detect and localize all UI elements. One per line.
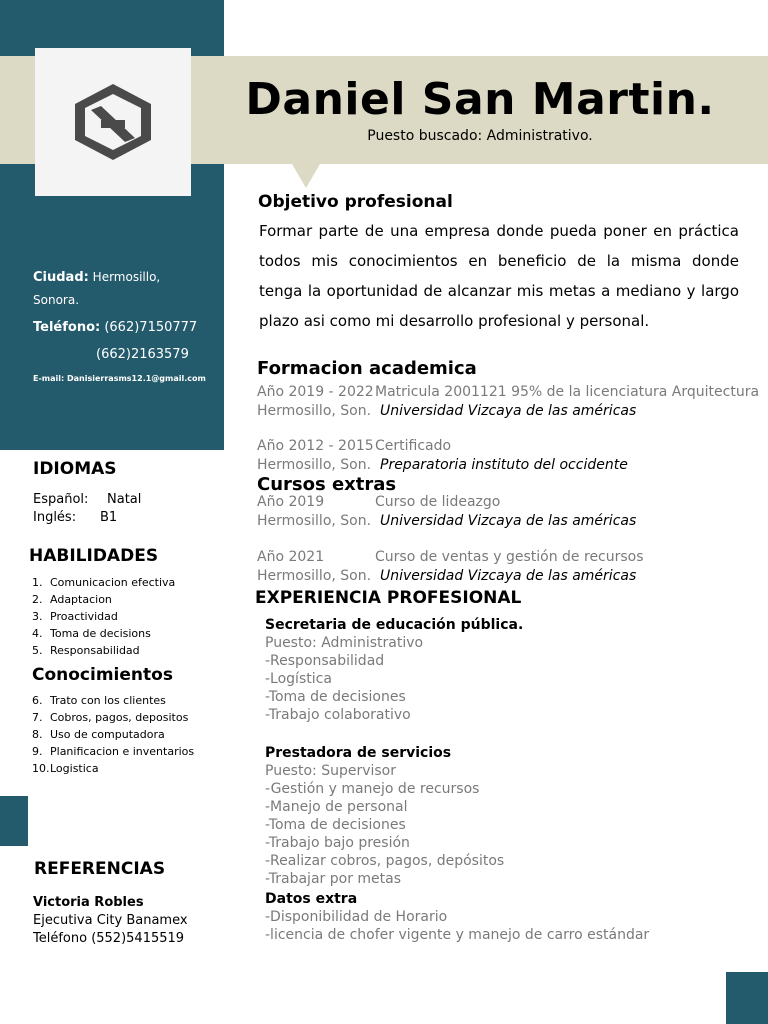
list-item: 3. Proactividad (32, 610, 118, 623)
phone-label: Teléfono: (33, 320, 101, 335)
email-value[interactable]: Danisierrasms12.1@gmail.com (67, 374, 206, 383)
position-sought: Puesto buscado: Administrativo. (367, 128, 593, 144)
job-title: Prestadora de servicios (265, 745, 452, 761)
language-item: Español: Natal (33, 492, 142, 507)
education-title: Formacion academica (257, 358, 477, 379)
course-entry: Año 2019 Curso de lideazgo Hermosillo, Son. Universidad Vizcaya de las américas (257, 494, 637, 529)
job-entry: Prestadora de servicios Puesto: Supervisor -Gestión y manejo de recursos -Manejo de personal -Toma de decisiones -Trabajo bajo presión -Realizar cobros, pagos, depósitos -Trabajar por metas (265, 745, 505, 887)
list-item: 7. Cobros, pagos, depositos (32, 711, 189, 724)
header-pointer (292, 164, 320, 188)
list-item: 6. Trato con los clientes (32, 694, 166, 707)
logo-box (35, 48, 191, 196)
email-label: E-mail: (33, 374, 65, 383)
decorative-square-left (0, 796, 28, 846)
phone-1: (662)7150777 (104, 320, 198, 335)
education-entry: Año 2019 - 2022Matricula 2001121 95% de la licenciatura Arquitectura Hermosillo, Son. Universidad Vizcaya de las américas (257, 384, 760, 419)
reference-entry (33, 894, 188, 948)
city-label: Ciudad: (33, 270, 89, 285)
list-item: 9. Planificacion e inventarios (32, 745, 195, 758)
phone-2: (662)2163579 (96, 347, 189, 362)
extra-data: Datos extra -Disponibilidad de Horario -licencia de chofer vigente y manejo de carro estándar (265, 891, 650, 943)
objective-text: Formar parte de una empresa donde pueda poner en práctica todos mis conocimientos en beneficio de la misma donde tenga la oportunidad de alcanzar mis metas a mediano y largo plazo asi como mi desarrollo profesional y personal. (259, 222, 739, 330)
city-value: Hermosillo, (92, 270, 161, 284)
contact-email (33, 374, 206, 383)
experience-title: EXPERIENCIA PROFESIONAL (255, 588, 522, 608)
languages-list (33, 491, 141, 527)
contact-city (33, 268, 160, 287)
references-title: REFERENCIAS (34, 859, 166, 879)
list-item: 1. Comunicacion efectiva (32, 576, 176, 589)
decorative-square-right (726, 972, 768, 1024)
language-item: Inglés: B1 (33, 510, 118, 525)
skills-title: HABILIDADES (29, 546, 159, 566)
education-entry: Año 2012 - 2015Certificado Hermosillo, Son. Preparatoria instituto del occidente (257, 438, 628, 473)
list-item: 8. Uso de computadora (32, 728, 165, 741)
reference-role: Ejecutiva City Banamex (33, 913, 188, 928)
knowledge-list (32, 692, 194, 777)
languages-title: IDIOMAS (33, 459, 117, 479)
list-item: 2. Adaptacion (32, 593, 112, 606)
list-item: 5. Responsabilidad (32, 644, 140, 657)
city-value-2: Sonora. (33, 293, 80, 307)
skills-list (32, 574, 175, 659)
candidate-name: Daniel San Martin. (245, 74, 715, 125)
contact-phone (33, 320, 197, 335)
objective-title: Objetivo profesional (258, 192, 453, 212)
job-entry: Secretaria de educación pública. Puesto: Administrativo -Responsabilidad -Logística -Toma de decisiones -Trabajo colaborativo (265, 617, 524, 723)
job-title: Secretaria de educación pública. (265, 617, 524, 633)
reference-name: Victoria Robles (33, 895, 144, 910)
course-entry: Año 2021 Curso de ventas y gestión de recursos Hermosillo, Son. Universidad Vizcaya de las américas (257, 549, 644, 584)
knowledge-title: Conocimientos (32, 665, 173, 685)
list-item: 4. Toma de decisions (32, 627, 151, 640)
reference-phone: Teléfono (552)5415519 (33, 931, 185, 946)
extra-title: Datos extra (265, 891, 358, 907)
courses-title: Cursos extras (257, 474, 397, 495)
list-item: 10.Logistica (32, 762, 99, 775)
ns-monogram-logo-icon (73, 82, 153, 162)
